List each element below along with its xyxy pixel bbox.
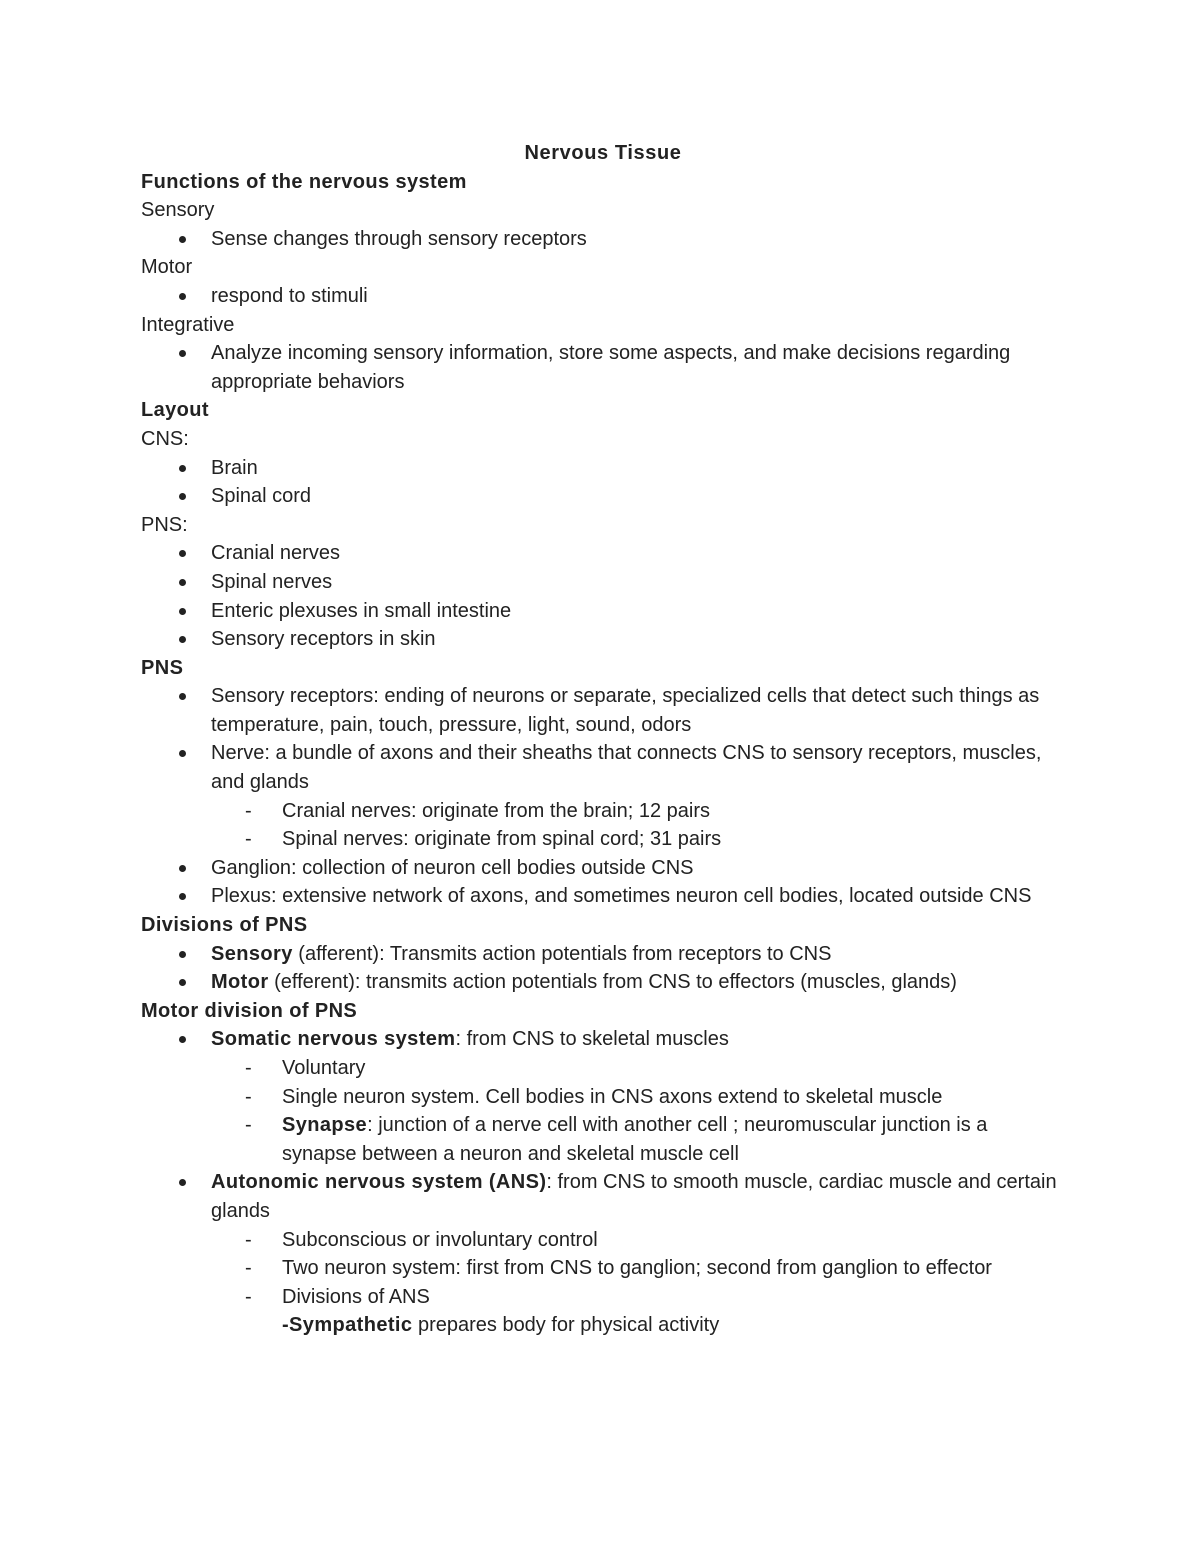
list-item: Ganglion: collection of neuron cell bodies outside CNS: [141, 854, 1061, 883]
pns-list: [141, 682, 1061, 911]
page-title: Nervous Tissue: [524, 142, 682, 164]
list-item: Spinal nerves: [141, 568, 1061, 597]
list-item: [141, 1025, 1061, 1168]
term-ans: Autonomic nervous system (ANS): [211, 1171, 547, 1194]
label-cns: CNS:: [141, 427, 189, 450]
sub-list-item: - Spinal nerves: originate from spinal cord; 31 pairs: [141, 825, 1061, 854]
section-heading-layout: Layout: [141, 399, 209, 422]
somatic-sub-list: [211, 1054, 1061, 1168]
cns-list: [141, 454, 1061, 511]
divisions-list: [141, 940, 1061, 997]
integrative-list: [141, 339, 1061, 396]
term-synapse-definition: : junction of a nerve cell with another cell ; neuromuscular junction is a synapse between a neuron and skeletal muscle cell: [282, 1114, 988, 1165]
sub-list-item: [141, 1111, 1061, 1168]
term-somatic-definition: : from CNS to skeletal muscles: [455, 1028, 729, 1051]
section-heading-pns: PNS: [141, 656, 184, 679]
term-motor: Motor: [211, 971, 269, 994]
list-item-text: Nerve: a bundle of axons and their sheaths that connects CNS to sensory receptors, muscles, and glands: [211, 742, 1042, 794]
list-item: [141, 739, 1061, 853]
sub-list-item: - Voluntary: [141, 1054, 1061, 1083]
ans-sub-list: [211, 1226, 1061, 1312]
list-item: [141, 1168, 1061, 1340]
sub-list-item: - Two neuron system: first from CNS to ganglion; second from ganglion to effector: [141, 1254, 1061, 1283]
list-item: respond to stimuli: [141, 282, 1061, 311]
list-item: Sense changes through sensory receptors: [141, 225, 1061, 254]
label-pns: PNS:: [141, 513, 188, 536]
document-page: [141, 139, 1061, 1340]
list-item: Plexus: extensive network of axons, and sometimes neuron cell bodies, located outside CNS: [141, 882, 1061, 911]
term-sympathetic-definition: prepares body for physical activity: [412, 1314, 720, 1337]
motor-list: [141, 282, 1061, 311]
term-sensory-definition: (afferent): Transmits action potentials from receptors to CNS: [292, 942, 832, 965]
term-sensory: Sensory: [211, 942, 293, 965]
list-item: Analyze incoming sensory information, store some aspects, and make decisions regarding appropriate behaviors: [141, 339, 1061, 396]
list-item: [141, 940, 1061, 969]
list-item: Brain: [141, 454, 1061, 483]
sub-list-item: - Subconscious or involuntary control: [141, 1226, 1061, 1255]
motor-division-list: [141, 1025, 1061, 1340]
term-somatic: Somatic nervous system: [211, 1028, 456, 1051]
list-item: Sensory receptors: ending of neurons or separate, specialized cells that detect such things as temperature, pain, touch, pressure, light, sound, odors: [141, 682, 1061, 739]
sensory-list: [141, 225, 1061, 254]
list-item: Spinal cord: [141, 482, 1061, 511]
section-heading-divisions: Divisions of PNS: [141, 914, 308, 937]
sub-list-item: - Cranial nerves: originate from the brain; 12 pairs: [141, 797, 1061, 826]
term-ans-definition: : from CNS to smooth muscle, cardiac muscle and certain glands: [211, 1171, 1057, 1222]
section-heading-motor-division: Motor division of PNS: [141, 999, 358, 1022]
list-item: Cranial nerves: [141, 539, 1061, 568]
label-integrative: Integrative: [141, 313, 235, 336]
sub-list-item: - Divisions of ANS: [141, 1283, 1061, 1312]
term-sympathetic: -Sympathetic: [282, 1314, 413, 1337]
sub-list-item: - Single neuron system. Cell bodies in CNS axons extend to skeletal muscle: [141, 1083, 1061, 1112]
pns-layout-list: [141, 539, 1061, 653]
nerve-sub-list: [211, 797, 1061, 854]
list-item: [141, 968, 1061, 997]
label-sensory: Sensory: [141, 199, 215, 222]
list-item: Enteric plexuses in small intestine: [141, 597, 1061, 626]
section-heading-functions: Functions of the nervous system: [141, 170, 467, 193]
label-motor: Motor: [141, 256, 193, 279]
term-motor-definition: (efferent): transmits action potentials from CNS to effectors (muscles, glands): [268, 971, 957, 994]
term-synapse: Synapse: [282, 1114, 368, 1137]
sympathetic-line: [141, 1311, 1061, 1340]
list-item: Sensory receptors in skin: [141, 625, 1061, 654]
